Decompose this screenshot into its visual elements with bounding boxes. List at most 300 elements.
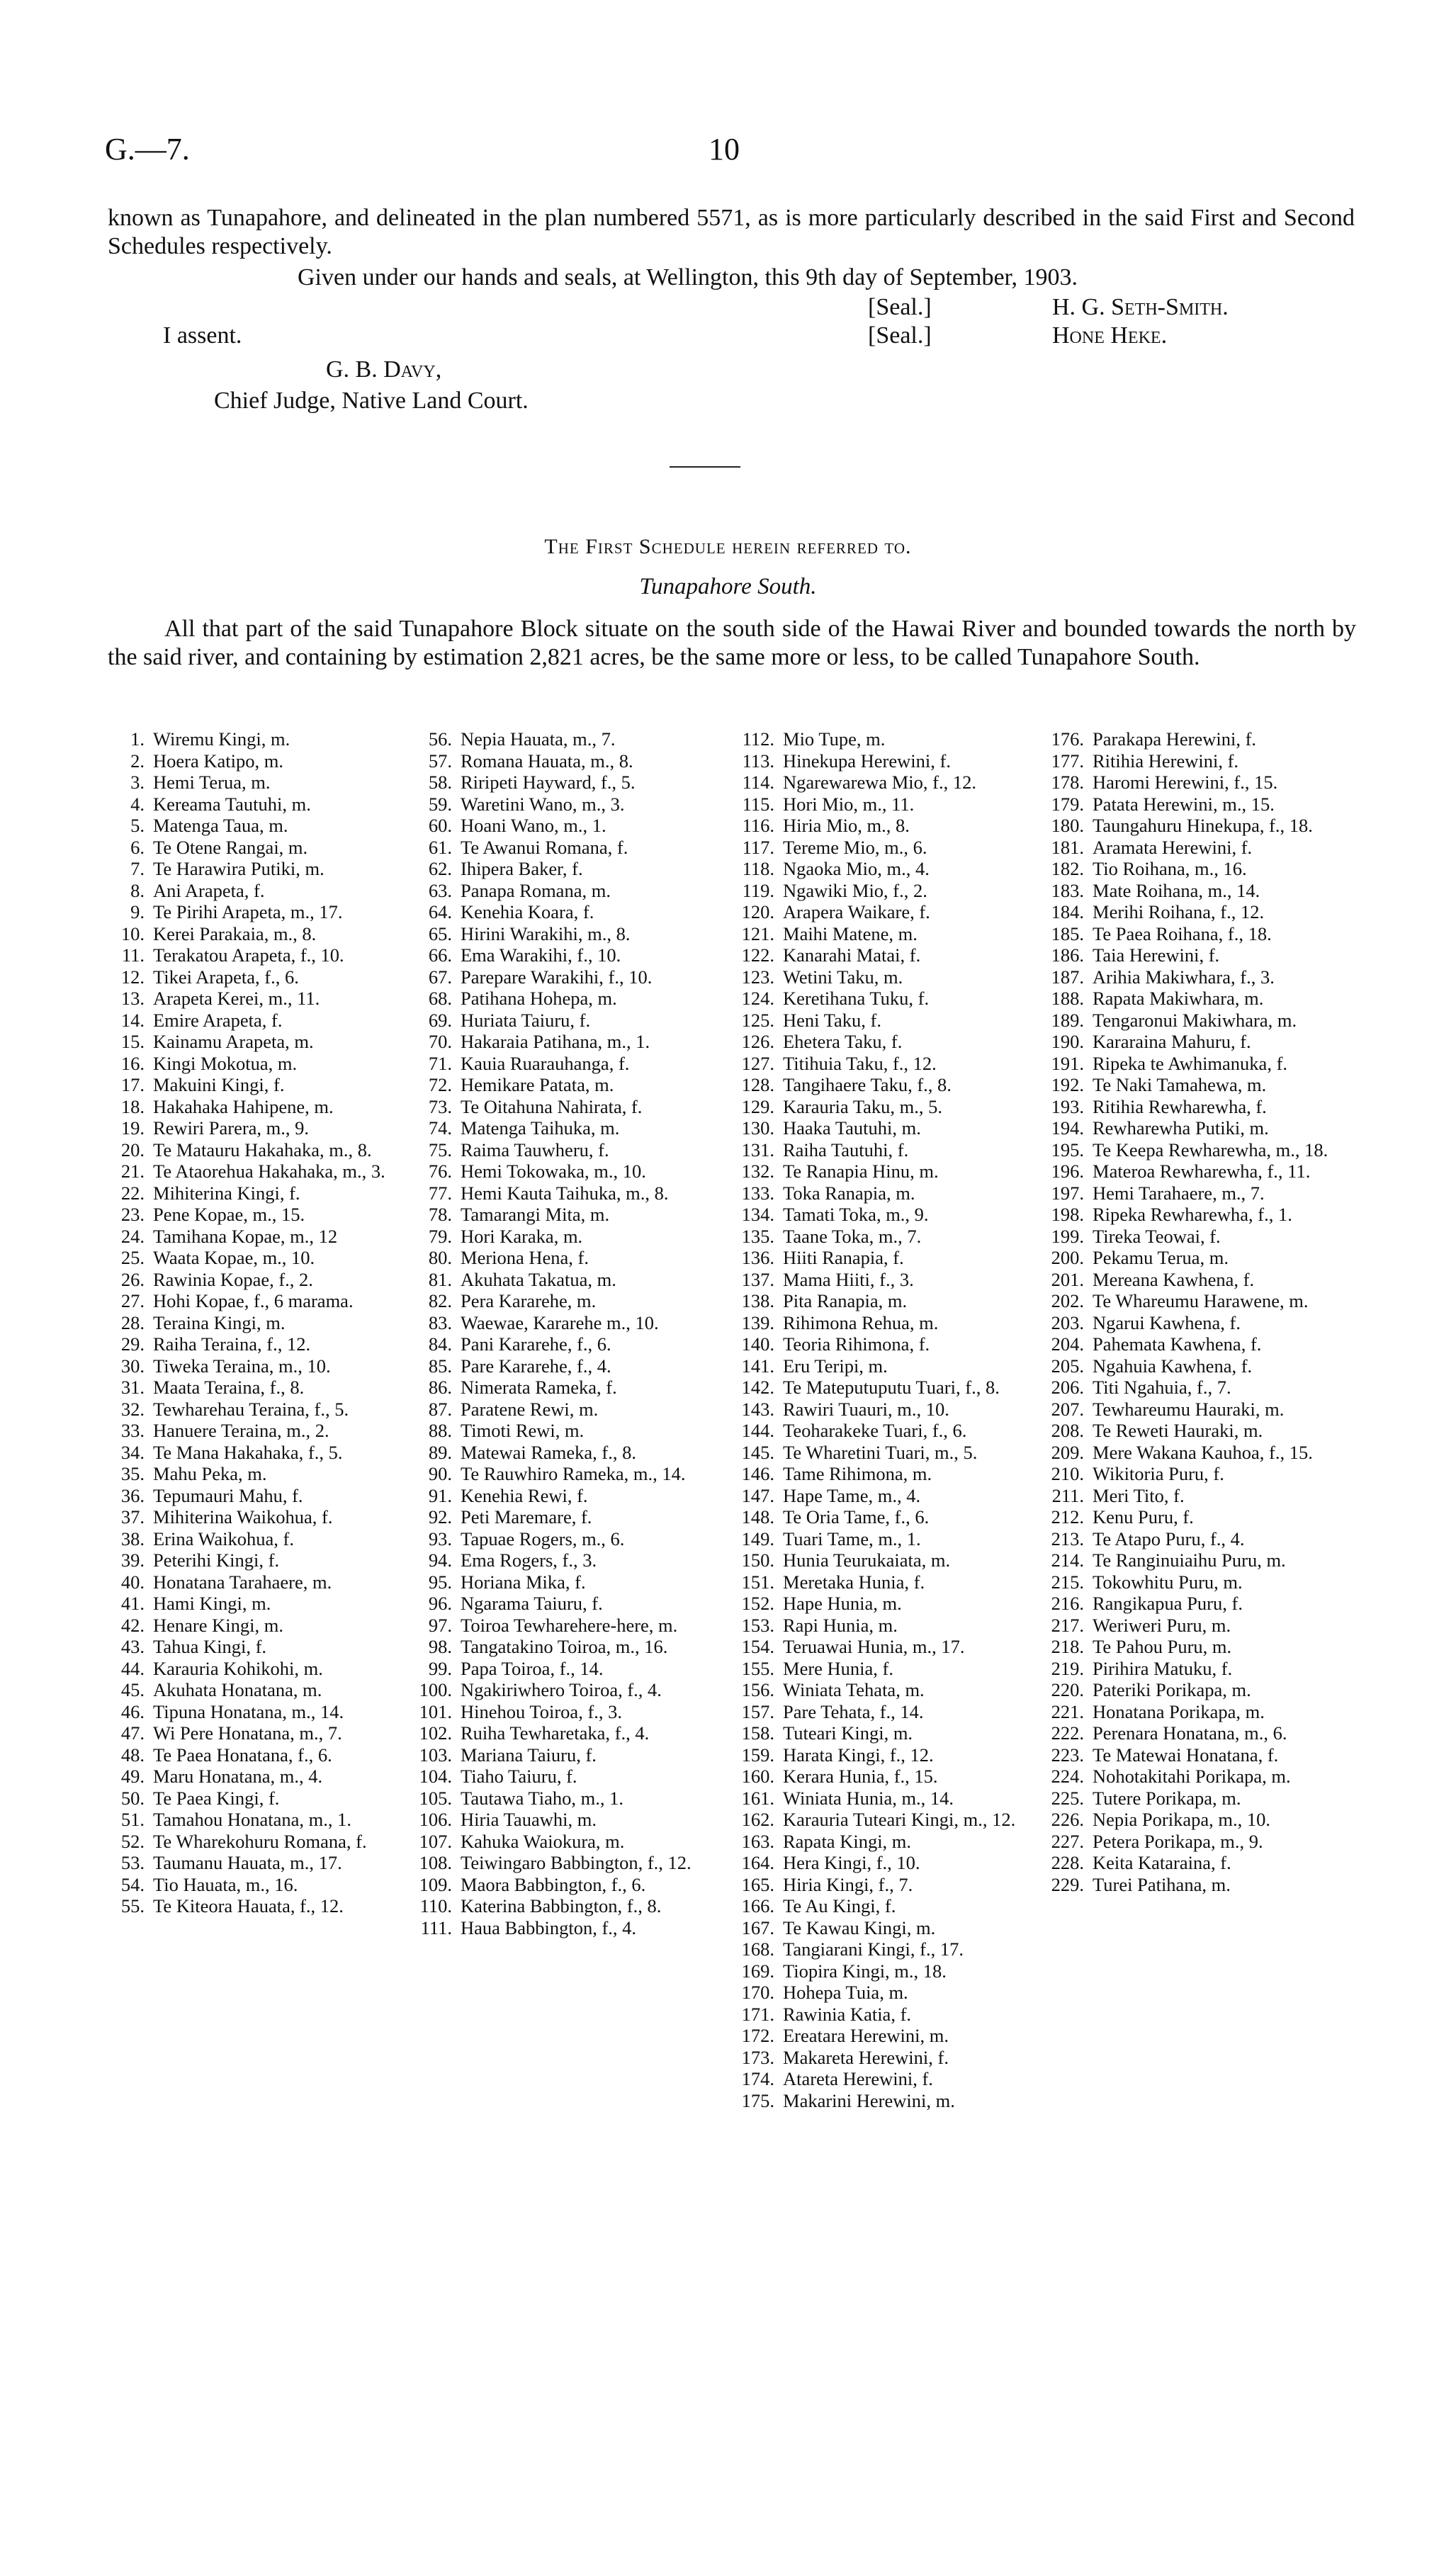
owner-entry [108,1226,405,1248]
owner-name: Tio Hauata, m., 16. [153,1873,298,1895]
owner-name: Arapera Waikare, f. [783,901,930,922]
owner-name: Wi Pere Honatana, m., 7. [153,1722,342,1744]
owner-name: Tame Rihimona, m. [783,1463,932,1484]
entry-number: 164. [741,1852,774,1873]
owner-entry [108,1074,405,1096]
entry-number: 139. [741,1311,774,1333]
owner-name: Merihi Roihana, f., 12. [1093,901,1265,922]
owner-entry [1029,1744,1359,1766]
entry-number: 27. [120,1290,145,1311]
owner-name: Teruawai Hunia, m., 17. [783,1636,965,1657]
owner-name: Meri Tito, f. [1093,1484,1185,1506]
owner-name: Titihuia Taku, f., 12. [783,1052,937,1074]
entry-number: 32. [120,1398,145,1420]
owner-entry [719,1917,1042,1939]
owner-name: Matenga Taua, m. [153,815,288,836]
owner-entry [1029,1831,1359,1853]
entry-number: 131. [741,1139,774,1161]
entry-number: 65. [428,922,452,944]
owner-entry [404,1593,723,1615]
owner-entry [719,1053,1042,1075]
entry-number: 205. [1051,1355,1084,1377]
owner-name: Te Au Kingi, f. [783,1895,896,1916]
entry-number: 172. [741,2025,774,2046]
entry-number: 147. [741,1484,774,1506]
owner-entry [1029,1074,1359,1096]
entry-number: 43. [120,1636,145,1657]
owner-name: Hemi Kauta Taihuka, m., 8. [461,1182,669,1204]
entry-number: 54. [120,1873,145,1895]
owner-name: Hemi Terua, m. [153,772,271,793]
owner-entry [719,1290,1042,1312]
owner-name: Teoria Rihimona, f. [783,1333,930,1355]
owner-name: Rawinia Kopae, f., 2. [153,1268,313,1290]
owner-entry [404,1096,723,1118]
owner-name: Tipuna Honatana, m., 14. [153,1700,344,1722]
owner-entry [108,966,405,988]
owner-entry [1029,772,1359,794]
entry-number: 197. [1051,1182,1084,1204]
entry-number: 61. [428,836,452,858]
owner-entry [404,1679,723,1701]
entry-number: 196. [1051,1161,1084,1182]
owner-entry [108,1766,405,1788]
entry-number: 109. [419,1873,452,1895]
owner-entry [404,858,723,880]
owner-entry [1029,1420,1359,1442]
owner-name: Makareta Herewini, f. [783,2046,949,2068]
entry-number: 20. [120,1139,145,1161]
owner-entry [719,966,1042,988]
entry-number: 24. [120,1225,145,1247]
owner-name: Heni Taku, f. [783,1009,881,1031]
entry-number: 154. [741,1636,774,1657]
owner-name: Te Paea Honatana, f., 6. [153,1744,332,1766]
entry-number: 38. [120,1528,145,1549]
entry-number: 145. [741,1441,774,1463]
owner-name: Taane Toka, m., 7. [783,1225,922,1247]
owner-entry [108,944,405,966]
entry-number: 93. [428,1528,452,1549]
owner-name: Raiha Teraina, f., 12. [153,1333,311,1355]
entry-number: 9. [130,901,145,922]
owner-entry [719,1852,1042,1874]
entry-number: 122. [741,944,774,966]
entry-number: 153. [741,1614,774,1636]
entry-number: 99. [428,1657,452,1679]
owner-name: Te Atapo Puru, f., 4. [1093,1528,1245,1549]
owner-name: Tamati Toka, m., 9. [783,1204,929,1225]
owner-entry [719,1269,1042,1291]
owner-entry [108,728,405,750]
owner-name: Tokowhitu Puru, m. [1093,1571,1243,1593]
entry-number: 49. [120,1766,145,1787]
owner-name: Te Mana Hakahaka, f., 5. [153,1441,343,1463]
owner-name: Tahua Kingi, f. [153,1636,267,1657]
owner-name: Mihiterina Kingi, f. [153,1182,300,1204]
entry-number: 67. [428,966,452,988]
owner-entry [719,944,1042,966]
entry-number: 40. [120,1571,145,1593]
entry-number: 70. [428,1031,452,1052]
owner-name: Tamihana Kopae, m., 12 [153,1225,338,1247]
owner-entry [404,1139,723,1161]
owner-entry [108,1636,405,1658]
owner-name: Raima Tauwheru, f. [461,1139,609,1161]
entry-number: 100. [419,1679,452,1700]
owner-entry [1029,1096,1359,1118]
entry-number: 226. [1051,1809,1084,1830]
entry-number: 95. [428,1571,452,1593]
owner-entry [404,1636,723,1658]
owner-name: Peti Maremare, f. [461,1506,592,1528]
entry-number: 6. [130,836,145,858]
owner-entry [404,880,723,902]
owner-name: Te Ranapia Hinu, m. [783,1161,939,1182]
owner-name: Tiaho Taiuru, f. [461,1766,577,1787]
entry-number: 162. [741,1809,774,1830]
owner-entry [1029,1161,1359,1182]
entry-number: 149. [741,1528,774,1549]
owner-entry [719,1658,1042,1680]
entry-number: 88. [428,1420,452,1441]
owner-name: Huriata Taiuru, f. [461,1009,591,1031]
entry-number: 150. [741,1549,774,1571]
owner-entry [404,1852,723,1874]
owner-name: Tuari Tame, m., 1. [783,1528,921,1549]
entry-number: 212. [1051,1506,1084,1528]
owner-name: Akuhata Takatua, m. [461,1268,616,1290]
owner-entry [719,1701,1042,1723]
owner-entry [108,1528,405,1550]
owner-name: Keita Kataraina, f. [1093,1852,1231,1873]
owner-name: Hera Kingi, f., 10. [783,1852,920,1873]
owner-name: Kanarahi Matai, f. [783,944,921,966]
entry-number: 46. [120,1700,145,1722]
entry-number: 116. [742,815,774,836]
entry-number: 64. [428,901,452,922]
owner-entry [719,2068,1042,2090]
owner-name: Ema Warakihi, f., 10. [461,944,621,966]
entry-number: 186. [1051,944,1084,966]
owner-name: Waata Kopae, m., 10. [153,1247,315,1268]
owner-entry [1029,1679,1359,1701]
owner-name: Teraina Kingi, m. [153,1311,286,1333]
owner-name: Te Pahou Puru, m. [1093,1636,1232,1657]
owner-entry [404,1031,723,1053]
owner-entry [719,1139,1042,1161]
owner-entry [108,1290,405,1312]
entry-number: 45. [120,1679,145,1700]
owner-name: Horiana Mika, f. [461,1571,586,1593]
entry-number: 169. [741,1960,774,1982]
owner-entry [719,1874,1042,1896]
owner-name: Raiha Tautuhi, f. [783,1139,909,1161]
owner-name: Mereana Kawhena, f. [1093,1268,1255,1290]
entry-number: 12. [120,966,145,988]
owner-name: Tangihaere Taku, f., 8. [783,1074,952,1095]
owner-entry [108,1182,405,1204]
schedule-subtitle: Tunapahore South. [639,574,817,599]
owner-name: Ruiha Tewharetaka, f., 4. [461,1722,650,1744]
owner-name: Taumanu Hauata, m., 17. [153,1852,342,1873]
owner-name: Teoharakeke Tuari, f., 6. [783,1420,967,1441]
owner-name: Matewai Rameka, f., 8. [461,1441,636,1463]
owner-entry [719,794,1042,815]
entry-number: 16. [120,1052,145,1074]
entry-number: 108. [419,1852,452,1873]
owner-name: Waewae, Kararehe m., 10. [461,1311,659,1333]
owner-entry [404,837,723,859]
owner-entry [404,794,723,815]
owner-name: Hunia Teurukaiata, m. [783,1549,951,1571]
entry-number: 18. [120,1095,145,1117]
entry-number: 140. [741,1333,774,1355]
owner-name: Timoti Rewi, m. [461,1420,585,1441]
entry-number: 22. [120,1182,145,1204]
owner-entry [108,1420,405,1442]
owner-entry [719,1182,1042,1204]
owner-entry [1029,1722,1359,1744]
owner-name: Tewhareumu Hauraki, m. [1093,1398,1285,1420]
owner-name: Nohotakitahi Porikapa, m. [1093,1766,1291,1787]
owner-entry [719,1226,1042,1248]
owner-entry [1029,1506,1359,1528]
entry-number: 127. [741,1052,774,1074]
owner-name: Honatana Tarahaere, m. [153,1571,332,1593]
owner-entry [404,1182,723,1204]
owner-entry [404,923,723,945]
entry-number: 214. [1051,1549,1084,1571]
owner-entry [108,1377,405,1399]
owner-name: Meretaka Hunia, f. [783,1571,925,1593]
owner-name: Hakahaka Hahipene, m. [153,1095,334,1117]
owner-name: Ngarama Taiuru, f. [461,1593,603,1614]
owner-entry [404,1312,723,1334]
owner-name: Peterihi Kingi, f. [153,1549,280,1571]
owner-entry [108,1571,405,1593]
entry-number: 152. [741,1593,774,1614]
owner-entry [1029,1182,1359,1204]
owner-entry [1029,923,1359,945]
owner-name: Te Wharekohuru Romana, f. [153,1830,367,1852]
entry-number: 113. [742,750,774,772]
owner-name: Te Otene Rangai, m. [153,836,308,858]
owner-entry [719,1679,1042,1701]
entry-number: 112. [742,728,774,750]
owner-entry [404,728,723,750]
entry-number: 215. [1051,1571,1084,1593]
owner-entry [1029,1377,1359,1399]
owner-name: Mariana Taiuru, f. [461,1744,597,1766]
entry-number: 146. [741,1463,774,1484]
owner-entry [719,1895,1042,1917]
owner-entry [719,1593,1042,1615]
signer-2: Hone Heke. [1052,322,1168,349]
entry-number: 98. [428,1636,452,1657]
entry-number: 159. [741,1744,774,1766]
entry-number: 114. [742,772,774,793]
owner-entry [719,1031,1042,1053]
entry-number: 221. [1051,1700,1084,1722]
entry-number: 201. [1051,1268,1084,1290]
owner-entry [404,1117,723,1139]
owner-name: Hinehou Toiroa, f., 3. [461,1700,623,1722]
entry-number: 144. [741,1420,774,1441]
entry-number: 119. [742,879,774,901]
owner-name: Te Rauwhiro Rameka, m., 14. [461,1463,686,1484]
owner-name: Erina Waikohua, f. [153,1528,295,1549]
entry-number: 161. [741,1787,774,1809]
owner-entry [404,1485,723,1507]
owner-name: Haaka Tautuhi, m. [783,1117,921,1139]
entry-number: 51. [120,1809,145,1830]
owner-entry [719,1485,1042,1507]
owner-entry [719,1809,1042,1831]
owner-name: Karauria Kohikohi, m. [153,1657,323,1679]
owner-name: Te Matewai Honatana, f. [1093,1744,1279,1766]
entry-number: 125. [741,1009,774,1031]
entry-number: 14. [120,1009,145,1031]
entry-number: 94. [428,1549,452,1571]
owner-name: Ngarewarewa Mio, f., 12. [783,772,976,793]
owner-entry [1029,1485,1359,1507]
entry-number: 223. [1051,1744,1084,1766]
owner-name: Tewharehau Teraina, f., 5. [153,1398,349,1420]
owner-entry [404,1615,723,1637]
entry-number: 220. [1051,1679,1084,1700]
owner-entry [404,1399,723,1421]
owner-name: Taungahuru Hinekupa, f., 18. [1093,815,1313,836]
owner-name: Pateriki Porikapa, m. [1093,1679,1251,1700]
entry-number: 206. [1051,1377,1084,1398]
owner-name: Tepumauri Mahu, f. [153,1484,303,1506]
owner-name: Te Paea Kingi, f. [153,1787,280,1809]
owner-entry [108,772,405,794]
intro-paragraph: known as Tunapahore, and delineated in the plan numbered 5571, as is more particularly described in the said First and Second Schedules respectively. [108,205,1355,259]
entry-number: 195. [1051,1139,1084,1161]
owner-entry [719,1355,1042,1377]
owner-name: Pirihira Matuku, f. [1093,1657,1233,1679]
entry-number: 5. [130,815,145,836]
entry-number: 103. [419,1744,452,1766]
owner-name: Mio Tupe, m. [783,728,886,750]
owner-entry [108,815,405,837]
entry-number: 185. [1051,922,1084,944]
entry-number: 82. [428,1290,452,1311]
owner-entry [1029,1226,1359,1248]
entry-number: 7. [130,858,145,879]
entry-number: 111. [420,1916,452,1938]
owner-name: Tiopira Kingi, m., 18. [783,1960,947,1982]
owner-entry [108,1788,405,1809]
entry-number: 3. [130,772,145,793]
entry-number: 178. [1051,772,1084,793]
entry-number: 92. [428,1506,452,1528]
owner-entry [1029,1549,1359,1571]
owner-entry [719,1420,1042,1442]
entry-number: 86. [428,1377,452,1398]
owner-name: Kereama Tautuhi, m. [153,793,311,815]
entry-number: 134. [741,1204,774,1225]
entry-number: 23. [120,1204,145,1225]
owner-name: Te Matauru Hakahaka, m., 8. [153,1139,372,1161]
owner-name: Toka Ranapia, m. [783,1182,915,1204]
entry-number: 36. [120,1484,145,1506]
entry-number: 199. [1051,1225,1084,1247]
owner-name: Ngaoka Mio, m., 4. [783,858,930,879]
owner-entry [404,1831,723,1853]
owner-name: Ritihia Herewini, f. [1093,750,1239,772]
entry-number: 182. [1051,858,1084,879]
owner-entry [719,1938,1042,1960]
owner-entry [108,1096,405,1118]
owner-entry [719,1463,1042,1485]
owner-name: Titi Ngahuia, f., 7. [1093,1377,1231,1398]
entry-number: 200. [1051,1247,1084,1268]
owner-name: Honatana Porikapa, m. [1093,1700,1265,1722]
owner-entry [719,1766,1042,1788]
owner-entry [404,1809,723,1831]
owner-name: Nimerata Rameka, f. [461,1377,617,1398]
owner-entry [1029,1463,1359,1485]
entry-number: 173. [741,2046,774,2068]
owner-entry [1029,1204,1359,1226]
entry-number: 213. [1051,1528,1084,1549]
owner-entry [108,1809,405,1831]
owner-name: Kerara Hunia, f., 15. [783,1766,938,1787]
entry-number: 76. [428,1161,452,1182]
entry-number: 190. [1051,1031,1084,1052]
owner-name: Rewiri Parera, m., 9. [153,1117,310,1139]
owner-name: Panapa Romana, m. [461,879,611,901]
entry-number: 89. [428,1441,452,1463]
entry-number: 53. [120,1852,145,1873]
entry-number: 229. [1051,1873,1084,1895]
owner-name: Harata Kingi, f., 12. [783,1744,934,1766]
owner-name: Teiwingaro Babbington, f., 12. [461,1852,692,1873]
entry-number: 136. [741,1247,774,1268]
owner-name: Rewharewha Putiki, m. [1093,1117,1269,1139]
owner-entry [719,1247,1042,1269]
owner-entry [719,988,1042,1010]
owner-entry [719,1117,1042,1139]
owner-entry [1029,1269,1359,1291]
owner-name: Keretihana Tuku, f. [783,988,930,1009]
entry-number: 202. [1051,1290,1084,1311]
schedule-description: All that part of the said Tunapahore Block situate on the south side of the Hawai River and bounded towards the north by the said river, and containing by estimation 2,821 acres, be the same more or less, to be called Tunapahore South. [108,616,1356,670]
owner-name: Henare Kingi, m. [153,1614,283,1636]
entry-number: 80. [428,1247,452,1268]
owner-entry [108,1615,405,1637]
entry-number: 183. [1051,879,1084,901]
owner-name: Hape Tame, m., 4. [783,1484,921,1506]
entry-number: 85. [428,1355,452,1377]
owner-name: Tangatakino Toiroa, m., 16. [461,1636,668,1657]
entry-number: 77. [428,1182,452,1204]
owner-name: Tamahou Honatana, m., 1. [153,1809,351,1830]
owner-name: Kerei Parakaia, m., 8. [153,922,317,944]
owner-name: Hori Karaka, m. [461,1225,583,1247]
owner-entry [719,837,1042,859]
owner-entry [1029,858,1359,880]
owner-name: Tireka Teowai, f. [1093,1225,1221,1247]
owner-name: Hiria Tauawhi, m. [461,1809,597,1830]
owner-entry [108,1333,405,1355]
owner-entry [108,1506,405,1528]
owner-entry [719,1571,1042,1593]
owner-name: Aramata Herewini, f. [1093,836,1253,858]
